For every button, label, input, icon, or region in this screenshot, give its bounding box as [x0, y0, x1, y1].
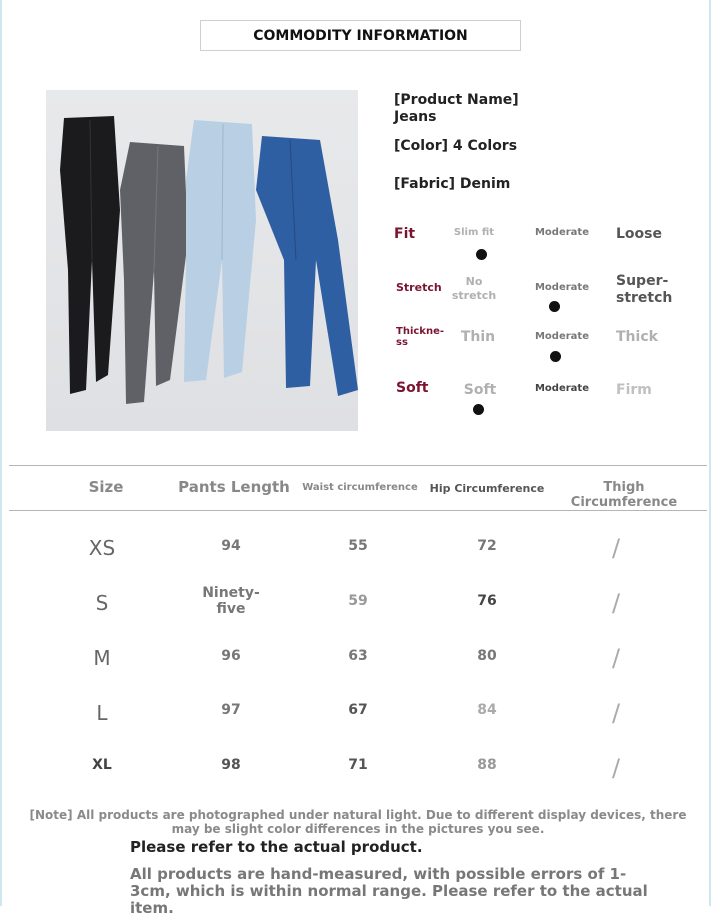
- thickness-selection-dot: [550, 351, 561, 362]
- row-xl-waist: 71: [348, 757, 368, 773]
- left-border: [0, 0, 2, 906]
- fit-option-left: Slim fit: [453, 227, 495, 238]
- row-xl-length: 98: [221, 757, 241, 773]
- row-s-length: Ninety-five: [202, 585, 260, 617]
- row-l-size: L: [96, 701, 108, 725]
- row-xs-waist: 55: [348, 538, 368, 554]
- fit-label: Fit: [394, 226, 416, 242]
- row-xs-size: XS: [88, 536, 116, 560]
- stretch-option-right: Super-stretch: [616, 273, 673, 306]
- row-s-size: S: [95, 591, 109, 615]
- light-blue-jeans: [184, 120, 256, 382]
- stretch-selection-dot: [549, 301, 560, 312]
- photo-note: [Note] All products are photographed under natural light. Due to different display devices, there may be slight color differences in the pictures you see.: [29, 808, 687, 836]
- row-xl-hip: 88: [477, 757, 497, 773]
- stretch-option-left: No stretch: [451, 275, 497, 302]
- softness-label: Soft: [396, 380, 429, 396]
- row-s-waist: 59: [348, 593, 368, 609]
- row-m-length: 96: [221, 648, 241, 664]
- header-thigh: Thigh Circumference: [570, 480, 678, 510]
- row-m-hip: 80: [477, 648, 497, 664]
- product-photo: [46, 90, 358, 431]
- row-xs-hip: 72: [477, 538, 497, 554]
- fit-option-mid: Moderate: [534, 227, 589, 238]
- softness-option-mid: Moderate: [534, 383, 589, 394]
- row-xl-thigh: /: [611, 754, 621, 782]
- row-xs-length: 94: [221, 538, 241, 554]
- row-xs-thigh: /: [611, 534, 621, 562]
- header-waist: Waist circumference: [302, 482, 418, 493]
- refer-actual-product: Please refer to the actual product.: [130, 838, 423, 856]
- row-m-waist: 63: [348, 648, 368, 664]
- fit-option-right: Loose: [616, 226, 662, 242]
- product-name-label: [Product Name]: [394, 92, 519, 108]
- product-name: [394, 92, 519, 126]
- blue-jeans: [256, 136, 358, 396]
- row-l-length: 97: [221, 702, 241, 718]
- softness-option-right: Firm: [616, 382, 652, 398]
- softness-selection-dot: [473, 404, 484, 415]
- row-xl-size: XL: [92, 757, 112, 773]
- row-l-hip: 84: [477, 702, 497, 718]
- gray-jeans: [120, 142, 188, 404]
- row-m-thigh: /: [611, 644, 621, 672]
- stretch-label: Stretch: [396, 281, 442, 294]
- header-hip: Hip Circumference: [429, 482, 545, 495]
- product-fabric: [Fabric] Denim: [394, 176, 511, 192]
- table-header-rule: [9, 510, 707, 511]
- black-jeans: [60, 116, 120, 394]
- header-pants-length: Pants Length: [178, 478, 290, 496]
- thickness-option-mid: Moderate: [534, 331, 589, 342]
- thickness-option-right: Thick: [616, 329, 658, 345]
- row-s-hip: 76: [477, 593, 497, 609]
- row-l-waist: 67: [348, 702, 368, 718]
- product-color: [Color] 4 Colors: [394, 138, 518, 154]
- page-title: COMMODITY INFORMATION: [200, 20, 521, 51]
- table-top-rule: [9, 465, 707, 466]
- header-size: Size: [88, 478, 124, 496]
- row-m-size: M: [93, 646, 111, 670]
- fit-selection-dot: [476, 249, 487, 260]
- softness-option-left: Soft: [463, 382, 497, 398]
- product-name-value: Jeans: [394, 109, 437, 125]
- measurement-note: All products are hand-measured, with possible errors of 1-3cm, which is within normal range. Please refer to the actual item.: [130, 865, 648, 917]
- row-s-thigh: /: [611, 589, 621, 617]
- thickness-label: Thickne-ss: [396, 326, 444, 348]
- row-l-thigh: /: [611, 699, 621, 727]
- thickness-option-left: Thin: [460, 329, 496, 345]
- stretch-option-mid: Moderate: [534, 282, 589, 293]
